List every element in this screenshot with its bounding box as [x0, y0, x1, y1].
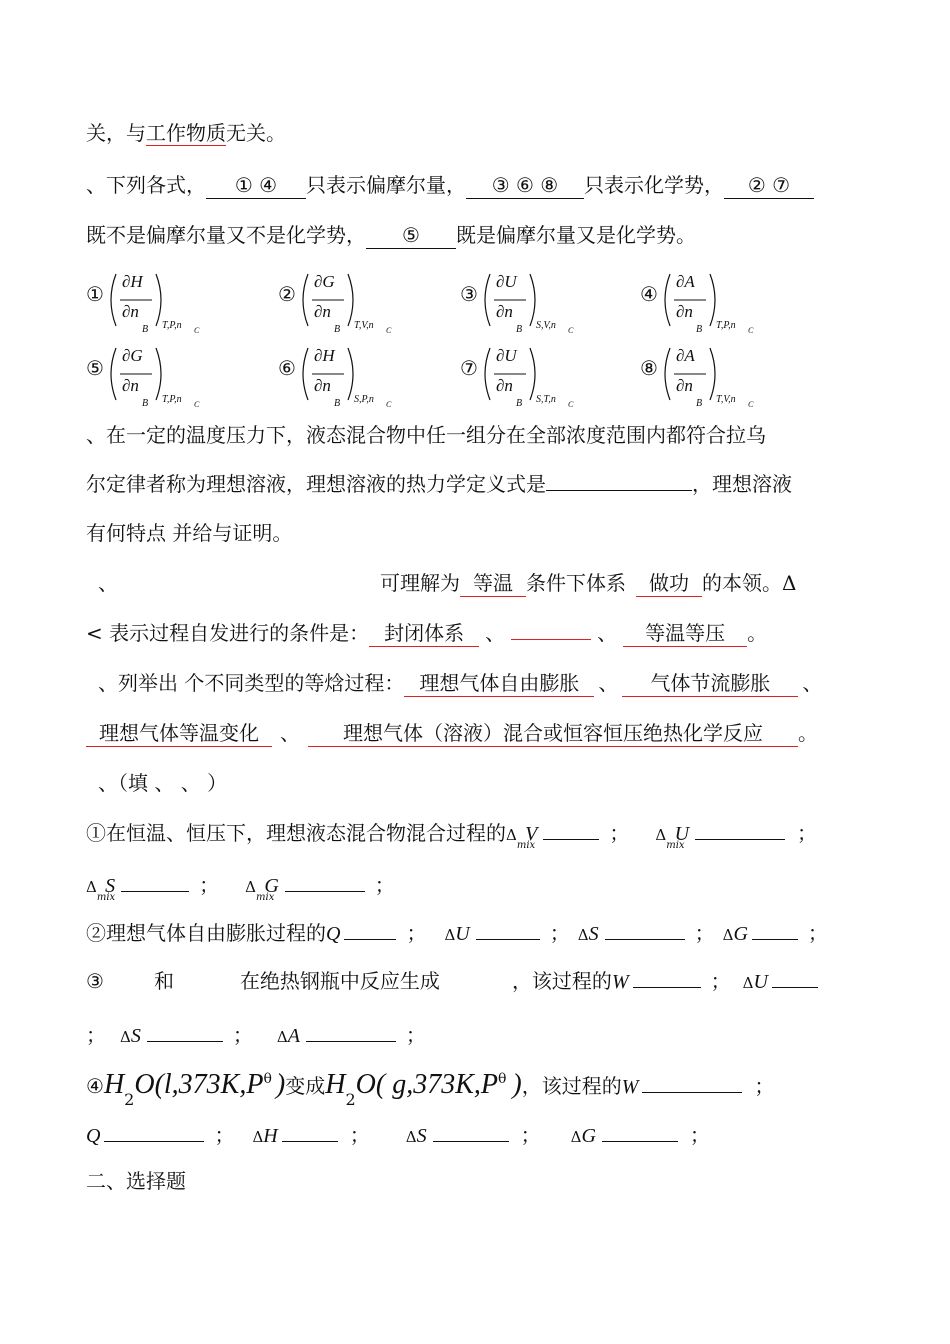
condition-subscript: T,V,n — [716, 394, 736, 405]
subscript-b: B — [334, 324, 341, 335]
subscript-mix: mix — [96, 892, 116, 903]
answer-blank — [121, 891, 189, 892]
delta-symbol: Δ — [405, 1128, 417, 1146]
answer-blank — [602, 1141, 678, 1142]
numerator: ∂A — [676, 272, 695, 291]
answer-blank — [633, 987, 701, 988]
question-5-line-1 — [86, 670, 822, 697]
answer-underlined: 等温等压 — [623, 620, 747, 647]
partial-derivative — [640, 270, 770, 336]
symbol-u: U — [674, 823, 690, 845]
question-6-item-3a — [86, 968, 818, 996]
text: ； — [549, 921, 570, 945]
question-6-item-3b — [86, 1022, 426, 1050]
subscript-c: C — [748, 400, 754, 409]
condition-subscript: T,P,n — [162, 320, 182, 331]
answer-blank — [476, 939, 540, 940]
symbol-q: Q — [326, 923, 341, 945]
answer-underlined: 做功 — [636, 570, 702, 597]
text: ； — [689, 1123, 710, 1147]
delta-symbol: Δ — [506, 826, 517, 844]
delta-symbol: Δ — [86, 878, 97, 896]
item-number: ② — [278, 284, 296, 306]
answer-blank — [282, 1141, 338, 1142]
answer-blank: ③ ⑥ ⑧ — [466, 172, 584, 199]
text: ； — [232, 1023, 253, 1047]
subscript-b: B — [142, 398, 149, 409]
subscript-mix: mix — [666, 840, 685, 851]
answer-underlined: 理想气体（溶液）混合或恒容恒压绝热化学反应 — [308, 720, 798, 747]
numerator: ∂H — [122, 272, 143, 291]
question-3-line-1: 、在一定的温度压力下，液态混合物中任一组分在全部浓度范围内都符合拉乌 — [86, 423, 766, 447]
subscript-c: C — [568, 326, 574, 335]
theta-symbol: θ — [497, 1071, 507, 1087]
left-paren — [111, 274, 116, 326]
subscript-b: B — [142, 324, 149, 335]
subscript-b: B — [516, 324, 523, 335]
answer-blank — [605, 939, 685, 940]
text: ； — [710, 969, 731, 993]
left-paren — [111, 348, 116, 400]
answer-underlined: 气体节流膨胀 — [622, 670, 798, 697]
numerator: ∂A — [676, 346, 695, 365]
subscript-mix: mix — [516, 840, 536, 851]
partial-derivative — [640, 344, 770, 410]
text: 、列举出 个不同类型的等焓过程： — [98, 671, 405, 695]
state-liquid: O(l,373K,P — [134, 1069, 264, 1100]
text: ，理想溶液 — [692, 472, 792, 496]
question-6-item-2 — [86, 920, 828, 948]
condition-subscript: S,P,n — [354, 394, 374, 405]
condition-subscript: T,P,n — [162, 394, 182, 405]
right-paren — [710, 348, 715, 400]
text: 、下列各式， — [86, 173, 206, 197]
answer-blank: ② ⑦ — [724, 172, 814, 199]
delta-symbol: Δ — [120, 1028, 131, 1046]
text: ； — [609, 821, 630, 845]
partial-derivative — [460, 270, 590, 336]
condition-subscript: T,V,n — [354, 320, 374, 331]
symbol-w: W — [611, 971, 629, 993]
item-number: ① — [86, 284, 104, 306]
right-paren — [348, 274, 353, 326]
text: 在绝热钢瓶中反应生成 — [239, 969, 440, 993]
text: ； — [797, 821, 818, 845]
question-5-line-2 — [86, 720, 818, 747]
question-6-header — [86, 770, 227, 796]
right-paren — [348, 348, 353, 400]
partial-derivative — [86, 270, 216, 336]
condition-subscript: S,V,n — [536, 320, 556, 331]
text: 既不是偏摩尔量又不是化学势， — [86, 223, 366, 247]
symbol-s: S — [416, 1125, 427, 1147]
answer-blank: ⑤ — [366, 222, 456, 249]
text: 可理解为 — [380, 571, 460, 595]
denominator: ∂n — [314, 302, 331, 321]
item-number: ⑥ — [278, 358, 296, 380]
text: 、（填 、 、 ） — [98, 771, 228, 795]
text: 条件下体系 — [526, 571, 626, 595]
text: ④ — [86, 1074, 104, 1098]
line-1 — [86, 120, 286, 146]
text: ③ — [86, 969, 104, 993]
delta-symbol: Δ — [742, 974, 754, 992]
symbol-s: S — [105, 875, 116, 897]
answer-blank — [285, 891, 365, 892]
text: 变成 — [285, 1074, 326, 1098]
partial-derivative — [278, 270, 408, 336]
denominator: ∂n — [314, 376, 331, 395]
denominator: ∂n — [122, 302, 139, 321]
symbol-s: S — [588, 923, 599, 945]
answer-blank — [104, 1141, 204, 1142]
answer-blank — [752, 939, 798, 940]
text: 的本领。Δ — [702, 571, 797, 595]
symbol-h: H — [263, 1125, 278, 1147]
symbol-q: Q — [86, 1125, 101, 1147]
answer-blank — [543, 839, 599, 840]
question-6-item-4b — [86, 1122, 710, 1150]
right-paren — [530, 348, 535, 400]
symbol-h: H — [103, 1069, 125, 1100]
numerator: ∂G — [314, 272, 335, 291]
text: 无关。 — [226, 121, 286, 145]
item-number: ③ — [460, 284, 478, 306]
answer-blank — [306, 1041, 396, 1042]
delta-symbol: Δ — [276, 1028, 288, 1046]
text: 。 — [747, 621, 768, 645]
question-6-item-4a — [86, 1069, 775, 1109]
numerator: ∂U — [496, 346, 517, 365]
text: ； — [754, 1074, 775, 1098]
denominator: ∂n — [496, 302, 513, 321]
numerator: ∂G — [122, 346, 143, 365]
right-paren — [710, 274, 715, 326]
condition-subscript: S,T,n — [536, 394, 556, 405]
numerator: ∂U — [496, 272, 517, 291]
item-number: ⑤ — [86, 358, 104, 380]
answer-underlined: 理想气体等温变化 — [86, 720, 272, 747]
right-paren — [156, 274, 161, 326]
text: ； — [349, 1123, 370, 1147]
item-number: ⑧ — [640, 358, 658, 380]
left-paren — [303, 274, 308, 326]
delta-symbol: Δ — [252, 1128, 264, 1146]
right-paren — [530, 274, 535, 326]
answer-underlined: 等温 — [460, 570, 526, 597]
text: ； — [374, 873, 395, 897]
delta-symbol: Δ — [722, 926, 734, 944]
question-2-line-2 — [86, 222, 696, 249]
item-number: ④ — [640, 284, 658, 306]
text: 、 — [485, 621, 506, 645]
left-paren — [303, 348, 308, 400]
subscript-b: B — [696, 398, 703, 409]
subscript-c: C — [568, 400, 574, 409]
delta-symbol: Δ — [245, 878, 257, 896]
text: ； — [807, 921, 828, 945]
symbol-s: S — [130, 1025, 141, 1047]
answer-blank — [695, 839, 785, 840]
question-6-item-1a — [86, 820, 817, 851]
answer-underlined — [511, 639, 591, 640]
subscript-c: C — [194, 400, 200, 409]
delta-symbol: Δ — [570, 1128, 582, 1146]
subscript-mix: mix — [256, 892, 275, 903]
text: ； — [199, 873, 220, 897]
text: 、 — [597, 621, 618, 645]
symbol-h: H — [325, 1069, 346, 1100]
subscript-2: 2 — [345, 1090, 356, 1109]
answer-underlined: 封闭体系 — [369, 620, 479, 647]
question-6-item-1b — [86, 872, 395, 903]
symbol-w: W — [621, 1076, 639, 1098]
answer-underlined: 工作物质 — [146, 121, 226, 145]
denominator: ∂n — [496, 376, 513, 395]
left-paren — [665, 274, 670, 326]
answer-blank — [642, 1092, 742, 1093]
text: ； — [86, 1023, 106, 1047]
denominator: ∂n — [122, 376, 139, 395]
symbol-g: G — [264, 875, 279, 897]
text: ②理想气体自由膨胀过程的 — [86, 921, 326, 945]
text: 只表示偏摩尔量， — [306, 173, 466, 197]
theta-symbol: θ — [263, 1071, 272, 1087]
right-paren — [156, 348, 161, 400]
text: 、 — [802, 671, 823, 695]
denominator: ∂n — [676, 376, 693, 395]
subscript-c: C — [386, 400, 392, 409]
state-gas: O( g,373K,P — [355, 1069, 498, 1100]
subscript-c: C — [748, 326, 754, 335]
left-paren — [665, 348, 670, 400]
paren: ) — [275, 1069, 286, 1100]
answer-underlined: 理想气体自由膨胀 — [404, 670, 594, 697]
item-number: ⑦ — [460, 358, 478, 380]
symbol-g: G — [733, 923, 748, 945]
text: ； — [520, 1123, 541, 1147]
text: ，该过程的 — [521, 1074, 622, 1098]
subscript-b: B — [334, 398, 341, 409]
text: 既是偏摩尔量又是化学势。 — [456, 223, 696, 247]
text: ； — [406, 921, 427, 945]
answer-blank — [546, 490, 692, 491]
subscript-2: 2 — [124, 1090, 135, 1109]
text: ，该过程的 — [511, 969, 612, 993]
answer-blank — [147, 1041, 223, 1042]
denominator: ∂n — [676, 302, 693, 321]
text: 尔定律者称为理想溶液，理想溶液的热力学定义式是 — [86, 472, 546, 496]
subscript-c: C — [194, 326, 200, 335]
question-4-line-2 — [86, 620, 767, 647]
text: 只表示化学势， — [584, 173, 724, 197]
symbol-a: A — [287, 1025, 300, 1047]
answer-blank — [772, 987, 818, 988]
partial-derivative — [278, 344, 408, 410]
paren: ) — [512, 1069, 522, 1100]
left-paren — [485, 274, 490, 326]
text: 。 — [798, 721, 818, 745]
answer-blank — [344, 939, 396, 940]
symbol-u: U — [455, 923, 470, 945]
text: 、 — [98, 571, 118, 595]
subscript-b: B — [516, 398, 523, 409]
delta-symbol: Δ — [444, 926, 456, 944]
answer-blank: ① ④ — [206, 172, 306, 199]
text: ； — [405, 1023, 426, 1047]
partial-derivative — [460, 344, 590, 410]
condition-subscript: T,P,n — [716, 320, 736, 331]
question-4-line-1 — [86, 570, 796, 597]
section-2-title: 二、选择题 — [86, 1169, 186, 1193]
text: ①在恒温、恒压下，理想液态混合物混合过程的 — [86, 821, 506, 845]
answer-blank — [433, 1141, 509, 1142]
text: ； — [694, 921, 715, 945]
symbol-u: U — [753, 971, 768, 993]
question-3-line-2 — [86, 471, 792, 497]
partial-derivative — [86, 344, 216, 410]
symbol-g: G — [581, 1125, 596, 1147]
delta-symbol: Δ — [655, 826, 667, 844]
subscript-b: B — [696, 324, 703, 335]
text: ； — [214, 1123, 235, 1147]
question-3-line-3: 有何特点 并给与证明。 — [86, 521, 293, 545]
delta-symbol: Δ — [577, 926, 589, 944]
text: 、 — [280, 721, 300, 745]
text: 和 — [153, 969, 174, 993]
numerator: ∂H — [314, 346, 335, 365]
left-paren — [485, 348, 490, 400]
text: < 表示过程自发进行的条件是： — [86, 621, 370, 645]
symbol-v: V — [525, 823, 538, 845]
subscript-c: C — [386, 326, 392, 335]
question-2-line-1 — [86, 172, 814, 199]
text: 关，与 — [86, 121, 146, 145]
text: 、 — [598, 671, 619, 695]
